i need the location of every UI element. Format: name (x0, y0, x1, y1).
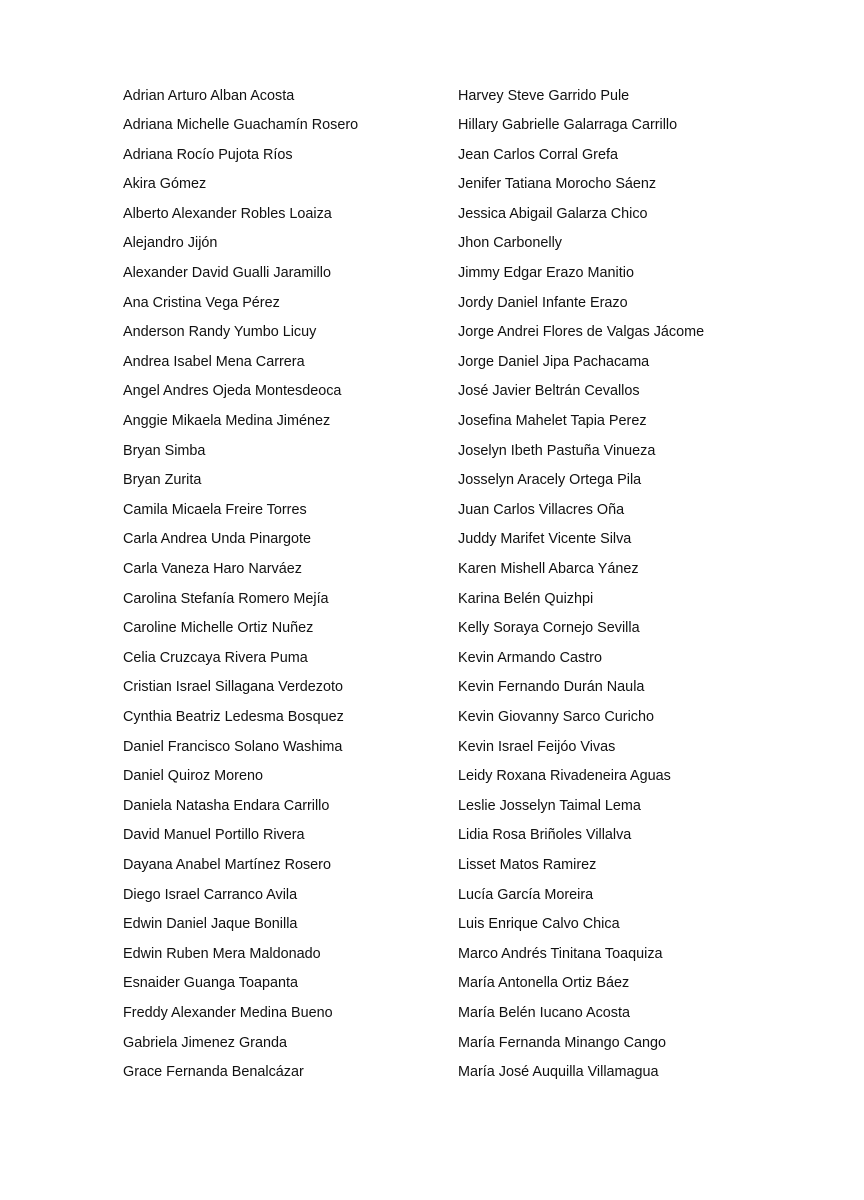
list-item: Andrea Isabel Mena Carrera (123, 353, 305, 370)
list-item: Kevin Armando Castro (458, 649, 602, 666)
list-item: Anggie Mikaela Medina Jiménez (123, 413, 331, 430)
list-item: Daniela Natasha Endara Carrillo (123, 797, 330, 814)
list-item: Josselyn Aracely Ortega Pila (458, 472, 642, 489)
list-item: Cynthia Beatriz Ledesma Bosquez (123, 708, 344, 725)
names-column-left (123, 82, 443, 1088)
list-item: Jordy Daniel Infante Erazo (458, 294, 628, 311)
list-item: Lisset Matos Ramirez (458, 856, 597, 873)
list-item: Bryan Simba (123, 442, 206, 459)
list-item: Kevin Fernando Durán Naula (458, 679, 645, 696)
list-item: Daniel Quiroz Moreno (123, 768, 263, 785)
list-item: María Fernanda Minango Cango (458, 1034, 666, 1051)
list-item: Jhon Carbonelly (458, 235, 562, 252)
list-item: Hillary Gabrielle Galarraga Carrillo (458, 117, 678, 134)
list-item: Alejandro Jijón (123, 235, 218, 252)
list-item: Daniel Francisco Solano Washima (123, 738, 343, 755)
list-item: Karen Mishell Abarca Yánez (458, 561, 639, 577)
list-item: Diego Israel Carranco Avila (123, 886, 298, 903)
list-item: Kevin Giovanny Sarco Curicho (458, 708, 654, 725)
list-item: María Antonella Ortiz Báez (458, 975, 630, 992)
list-item: Adriana Rocío Pujota Ríos (123, 146, 293, 163)
list-item: Akira Gómez (123, 176, 207, 193)
list-item: María José Auquilla Villamagua (458, 1064, 659, 1081)
list-item: Esnaider Guanga Toapanta (123, 975, 298, 992)
list-item: Carla Andrea Unda Pinargote (123, 531, 311, 548)
list-item: Karina Belén Quizhpi (458, 590, 594, 607)
list-item: Ana Cristina Vega Pérez (123, 294, 280, 311)
list-item: Dayana Anabel Martínez Rosero (123, 856, 331, 873)
list-item: Grace Fernanda Benalcázar (123, 1064, 304, 1081)
list-item: Lidia Rosa Briñoles Villalva (458, 827, 632, 844)
list-item: Jessica Abigail Galarza Chico (458, 205, 648, 222)
list-item: María Belén Iucano Acosta (458, 1004, 630, 1021)
list-item: David Manuel Portillo Rivera (123, 827, 305, 844)
list-item: Marco Andrés Tinitana Toaquiza (458, 945, 663, 962)
list-item: Adrian Arturo Alban Acosta (123, 87, 295, 104)
list-item: José Javier Beltrán Cevallos (458, 383, 640, 400)
list-item: Bryan Zurita (123, 472, 202, 489)
list-item: Harvey Steve Garrido Pule (458, 87, 630, 104)
list-item: Leslie Josselyn Taimal Lema (458, 797, 641, 814)
list-item: Jorge Daniel Jipa Pachacama (458, 353, 650, 370)
list-item: Alberto Alexander Robles Loaiza (123, 205, 332, 222)
list-item: Caroline Michelle Ortiz Nuñez (123, 620, 314, 637)
list-item: Juan Carlos Villacres Oña (458, 501, 625, 518)
list-item: Camila Micaela Freire Torres (123, 501, 307, 518)
list-item: Lucía García Moreira (458, 886, 594, 903)
list-item: Angel Andres Ojeda Montesdeoca (123, 383, 342, 400)
list-item: Jean Carlos Corral Grefa (458, 146, 618, 163)
list-item: Carolina Stefanía Romero Mejía (123, 590, 329, 607)
list-item: Anderson Randy Yumbo Licuy (123, 324, 317, 341)
list-item: Alexander David Gualli Jaramillo (123, 265, 331, 282)
list-item: Cristian Israel Sillagana Verdezoto (123, 679, 343, 696)
list-item: Freddy Alexander Medina Bueno (123, 1004, 333, 1021)
list-item: Jorge Andrei Flores de Valgas Jácome (458, 324, 705, 341)
list-item: Jenifer Tatiana Morocho Sáenz (458, 176, 657, 193)
list-item: Joselyn Ibeth Pastuña Vinueza (458, 442, 656, 459)
list-item: Edwin Ruben Mera Maldonado (123, 945, 321, 962)
list-item: Kevin Israel Feijóo Vivas (458, 738, 616, 755)
list-item: Kelly Soraya Cornejo Sevilla (458, 620, 640, 637)
list-item: Jimmy Edgar Erazo Manitio (458, 265, 634, 282)
list-item: Leidy Roxana Rivadeneira Aguas (458, 768, 671, 785)
list-item: Luis Enrique Calvo Chica (458, 916, 620, 933)
names-column-right (458, 82, 758, 1088)
list-item: Adriana Michelle Guachamín Rosero (123, 117, 359, 134)
list-item: Gabriela Jimenez Granda (123, 1034, 287, 1051)
list-item: Juddy Marifet Vicente Silva (458, 531, 632, 548)
list-item: Celia Cruzcaya Rivera Puma (123, 649, 308, 666)
list-item: Edwin Daniel Jaque Bonilla (123, 916, 298, 933)
list-item: Carla Vaneza Haro Narváez (123, 561, 302, 577)
list-item: Josefina Mahelet Tapia Perez (458, 413, 647, 430)
